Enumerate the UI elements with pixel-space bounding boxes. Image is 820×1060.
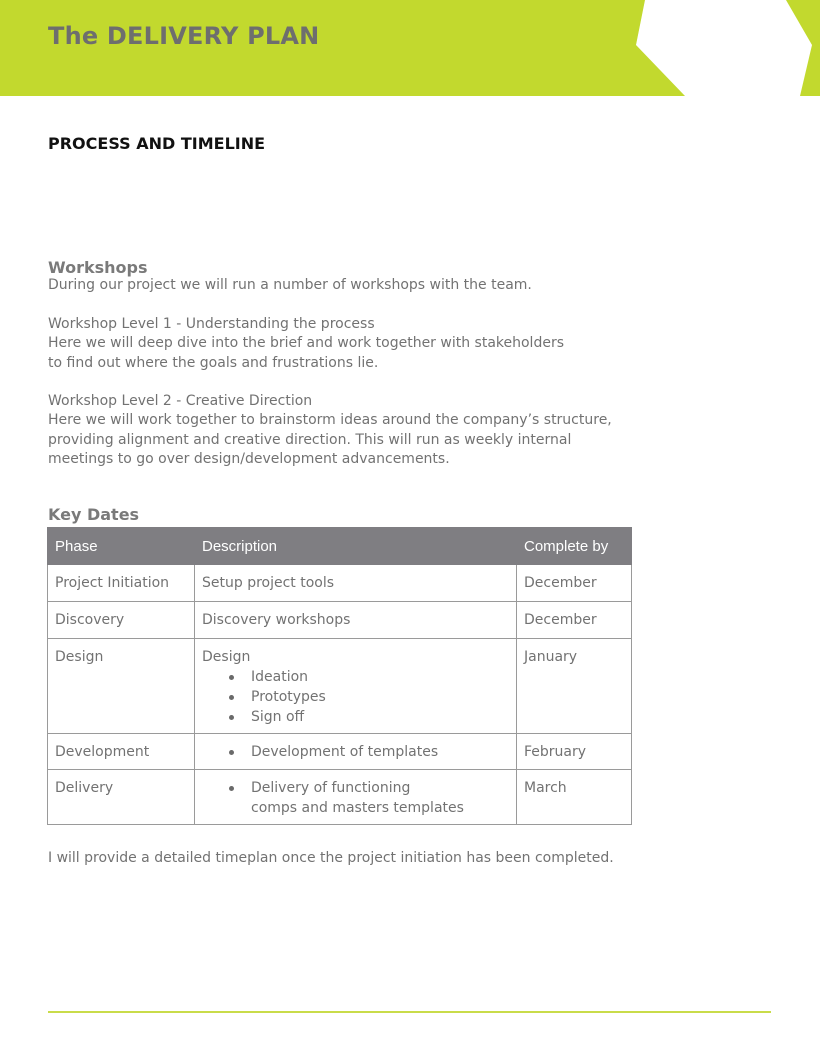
workshop-level-2-line: Here we will work together to brainstorm ideas around the company’s structure, [48,412,612,429]
bullet-line: Delivery of functioning [251,780,411,796]
description-cell [195,639,517,734]
key-dates-table [47,527,632,825]
table-row [48,734,632,770]
description-cell [195,734,517,770]
complete-by-cell: February [517,734,632,770]
bullet-item: Sign off [224,707,510,727]
workshops-heading: Workshops [48,258,148,277]
complete-by-cell: December [517,602,632,639]
description-cell: Discovery workshops [195,602,517,639]
workshop-level-1-line: Here we will deep dive into the brief and work together with stakeholders [48,335,564,352]
table-header-row [48,528,632,565]
key-dates-heading: Key Dates [48,505,140,524]
table-row [48,602,632,639]
workshop-level-2-line: providing alignment and creative direction. This will run as weekly internal [48,431,572,448]
table-row [48,770,632,825]
workshop-level-2-line: meetings to go over design/development advancements. [48,451,450,468]
description-bullet-list [202,778,510,818]
column-header-description: Description [195,528,517,565]
description-bullet-list [202,742,510,762]
workshop-level-1-title: Workshop Level 1 - Understanding the process [48,316,375,332]
column-header-complete-by: Complete by [517,528,632,565]
description-cell [195,770,517,825]
complete-by-cell: December [517,565,632,602]
bullet-item: Development of templates [224,742,510,762]
section-heading: PROCESS AND TIMELINE [48,134,266,153]
document-title: The DELIVERY PLAN [48,22,320,50]
workshop-level-2 [48,392,612,470]
phase-cell: Design [48,639,195,734]
bullet-item [224,778,510,818]
footer-divider [48,1011,771,1013]
complete-by-cell: January [517,639,632,734]
description-bullet-list [202,667,510,727]
table-row [48,639,632,734]
table-row [48,565,632,602]
closing-note: I will provide a detailed timeplan once the project initiation has been completed. [48,850,614,866]
complete-by-cell: March [517,770,632,825]
description-text: Design [202,649,251,665]
workshops-intro: During our project we will run a number of workshops with the team. [48,277,532,293]
phase-cell: Discovery [48,602,195,639]
bullet-item: Prototypes [224,687,510,707]
phase-cell: Project Initiation [48,565,195,602]
bullet-line: comps and masters templates [251,800,464,816]
workshop-level-1 [48,315,564,373]
phase-cell: Delivery [48,770,195,825]
column-header-phase: Phase [48,528,195,565]
bullet-item: Ideation [224,667,510,687]
phase-cell: Development [48,734,195,770]
workshop-level-2-title: Workshop Level 2 - Creative Direction [48,393,313,409]
description-cell: Setup project tools [195,565,517,602]
workshop-level-1-line: to find out where the goals and frustrations lie. [48,354,379,371]
